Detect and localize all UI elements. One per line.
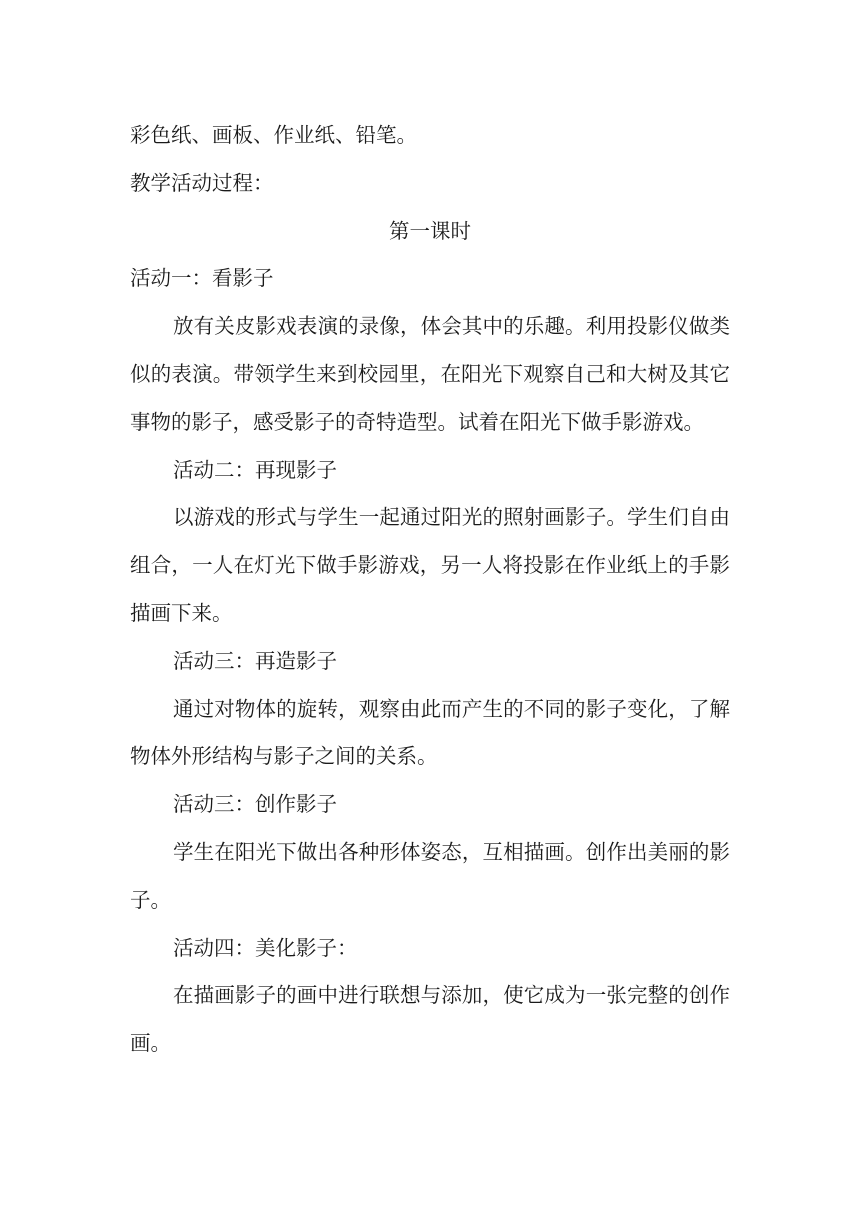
activity2-heading: 活动二：再现影子 xyxy=(173,457,337,482)
process-heading: 教学活动过程： xyxy=(130,170,274,195)
activity2-body: 以游戏的形式与学生一起通过阳光的照射画影子。学生们自由组合，一人在灯光下做手影游戏，另一人将投影在作业纸上的手影描画下来。 xyxy=(130,505,730,625)
activity4-body: 在描画影子的画中进行联想与添加，使它成为一张完整的创作画。 xyxy=(130,983,730,1056)
activity3b-body: 学生在阳光下做出各种形体姿态，互相描画。创作出美丽的影子。 xyxy=(130,839,730,912)
activity3-body: 通过对物体的旋转，观察由此而产生的不同的影子变化，了解物体外形结构与影子之间的关系。 xyxy=(130,696,730,769)
document-page xyxy=(130,112,730,1068)
lesson-title: 第一课时 xyxy=(389,218,471,243)
activity1-body: 放有关皮影戏表演的录像，体会其中的乐趣。利用投影仪做类似的表演。带领学生来到校园里，在阳光下观察自己和大树及其它事物的影子，感受影子的奇特造型。试着在阳光下做手影游戏。 xyxy=(130,314,730,434)
activity4-heading: 活动四：美化影子： xyxy=(173,935,358,960)
activity3-heading: 活动三：再造影子 xyxy=(173,648,337,673)
materials-line: 彩色纸、画板、作业纸、铅笔。 xyxy=(130,123,417,147)
activity1-heading: 活动一：看影子 xyxy=(130,266,274,291)
activity3b-heading: 活动三：创作影子 xyxy=(173,792,337,817)
